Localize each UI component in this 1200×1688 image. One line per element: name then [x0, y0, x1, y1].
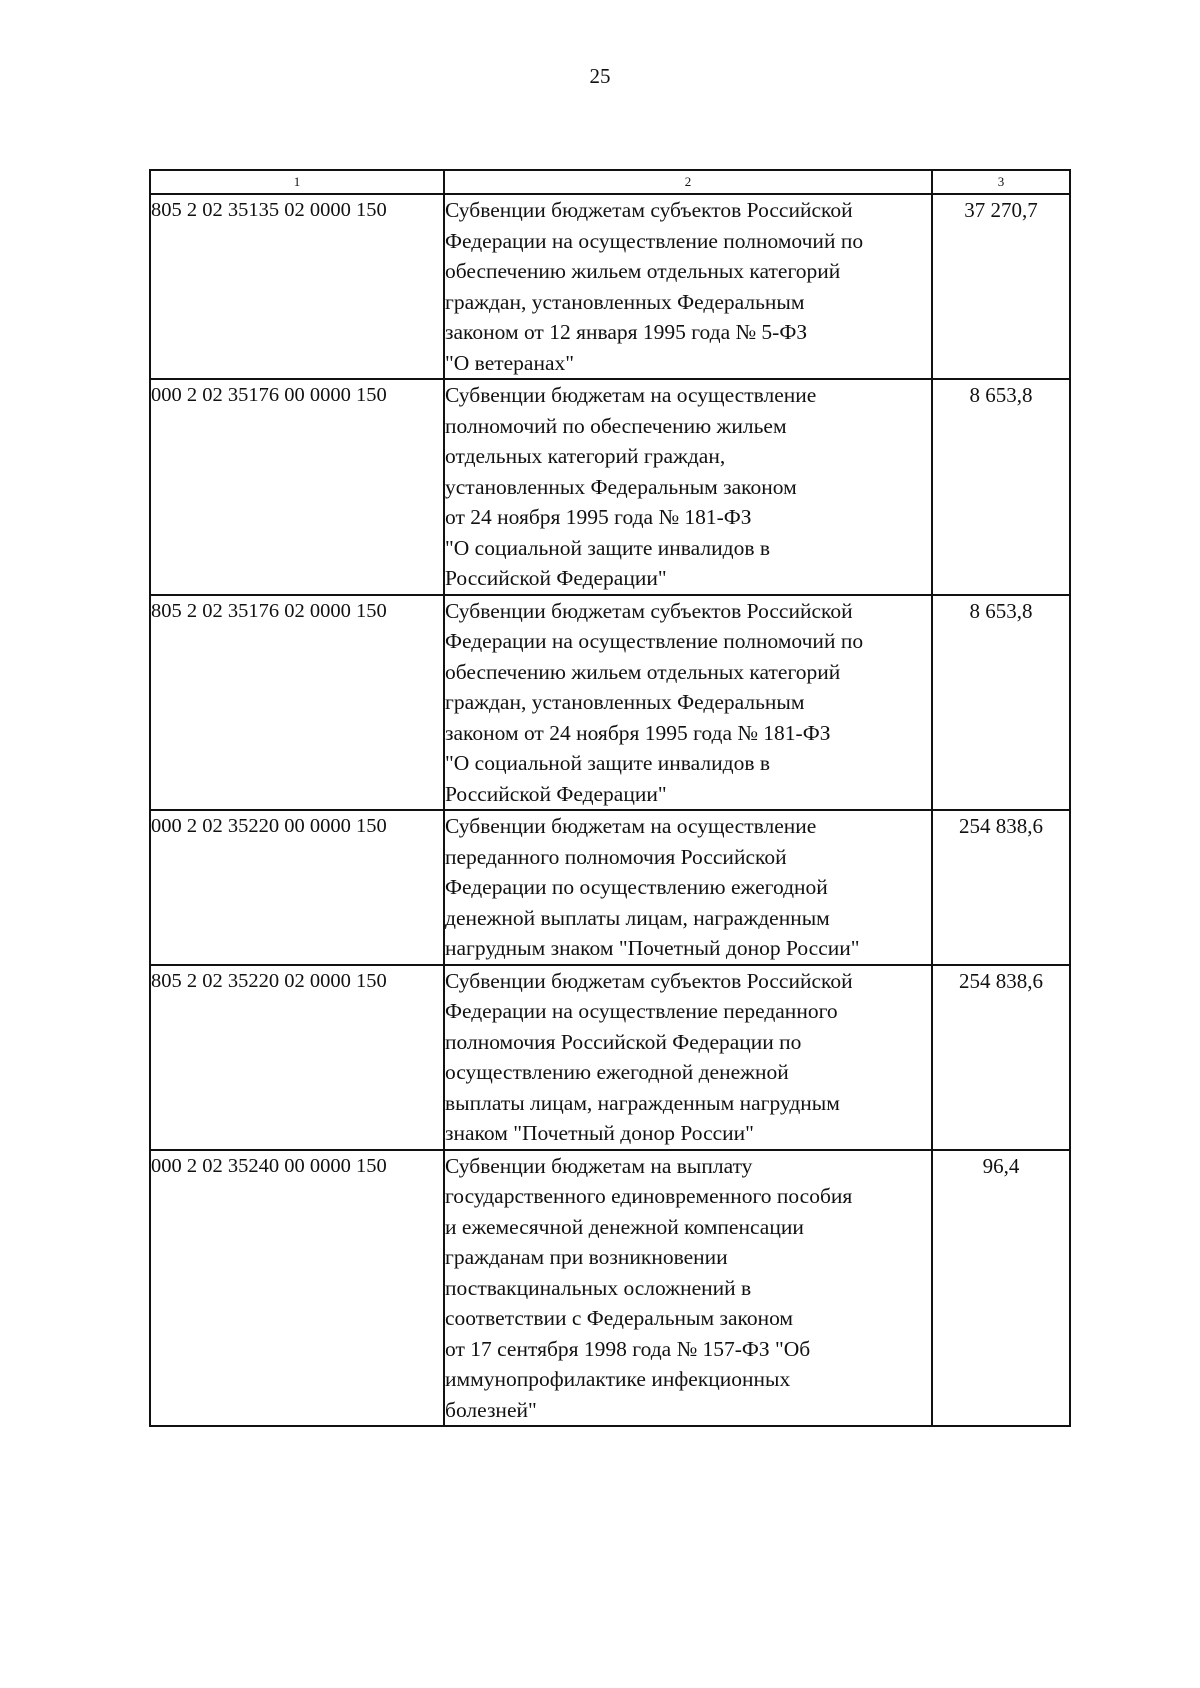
- budget-code-cell: 000 2 02 35220 00 0000 150: [150, 810, 444, 965]
- table-row: [150, 965, 1070, 1150]
- table-row: [150, 810, 1070, 965]
- description-cell: Субвенции бюджетам на осуществление переданного полномочия Российской Федерации по осуществлению ежегодной денежной выплаты лицам, награжденным нагрудным знаком "Почетный донор России": [444, 810, 932, 965]
- budget-table: [149, 169, 1071, 1427]
- description-cell: Субвенции бюджетам на осуществление полномочий по обеспечению жильем отдельных категорий граждан, установленных Федеральным законом от 24 ноября 1995 года № 181-ФЗ "О социальной защите инвалидов в Российской Федерации": [444, 379, 932, 595]
- description-cell: Субвенции бюджетам субъектов Российской Федерации на осуществление полномочий по обеспечению жильем отдельных категорий граждан, установленных Федеральным законом от 24 ноября 1995 года № 181-ФЗ "О социальной защите инвалидов в Российской Федерации": [444, 595, 932, 811]
- column-header-description: 2: [444, 170, 932, 194]
- budget-code-cell: 805 2 02 35176 02 0000 150: [150, 595, 444, 811]
- amount-cell: 254 838,6: [932, 965, 1070, 1150]
- table-header-row: [150, 170, 1070, 194]
- budget-code-cell: 000 2 02 35176 00 0000 150: [150, 379, 444, 595]
- amount-cell: 8 653,8: [932, 595, 1070, 811]
- budget-code-cell: 805 2 02 35220 02 0000 150: [150, 965, 444, 1150]
- table-row: [150, 595, 1070, 811]
- amount-cell: 96,4: [932, 1150, 1070, 1427]
- table-row: [150, 1150, 1070, 1427]
- table-row: [150, 194, 1070, 379]
- amount-cell: 8 653,8: [932, 379, 1070, 595]
- description-cell: Субвенции бюджетам субъектов Российской Федерации на осуществление полномочий по обеспечению жильем отдельных категорий граждан, установленных Федеральным законом от 12 января 1995 года № 5-ФЗ "О ветеранах": [444, 194, 932, 379]
- description-cell: Субвенции бюджетам на выплату государственного единовременного пособия и ежемесячной денежной компенсации гражданам при возникновении поствакцинальных осложнений в соответствии с Федеральным законом от 17 сентября 1998 года № 157-ФЗ "Об иммунопрофилактике инфекционных болезней": [444, 1150, 932, 1427]
- table-row: [150, 379, 1070, 595]
- budget-code-cell: 805 2 02 35135 02 0000 150: [150, 194, 444, 379]
- description-cell: Субвенции бюджетам субъектов Российской Федерации на осуществление переданного полномочия Российской Федерации по осуществлению ежегодной денежной выплаты лицам, награжденным нагрудным знаком "Почетный донор России": [444, 965, 932, 1150]
- amount-cell: 37 270,7: [932, 194, 1070, 379]
- column-header-amount: 3: [932, 170, 1070, 194]
- column-header-code: 1: [150, 170, 444, 194]
- amount-cell: 254 838,6: [932, 810, 1070, 965]
- budget-code-cell: 000 2 02 35240 00 0000 150: [150, 1150, 444, 1427]
- page-number: 25: [589, 64, 611, 88]
